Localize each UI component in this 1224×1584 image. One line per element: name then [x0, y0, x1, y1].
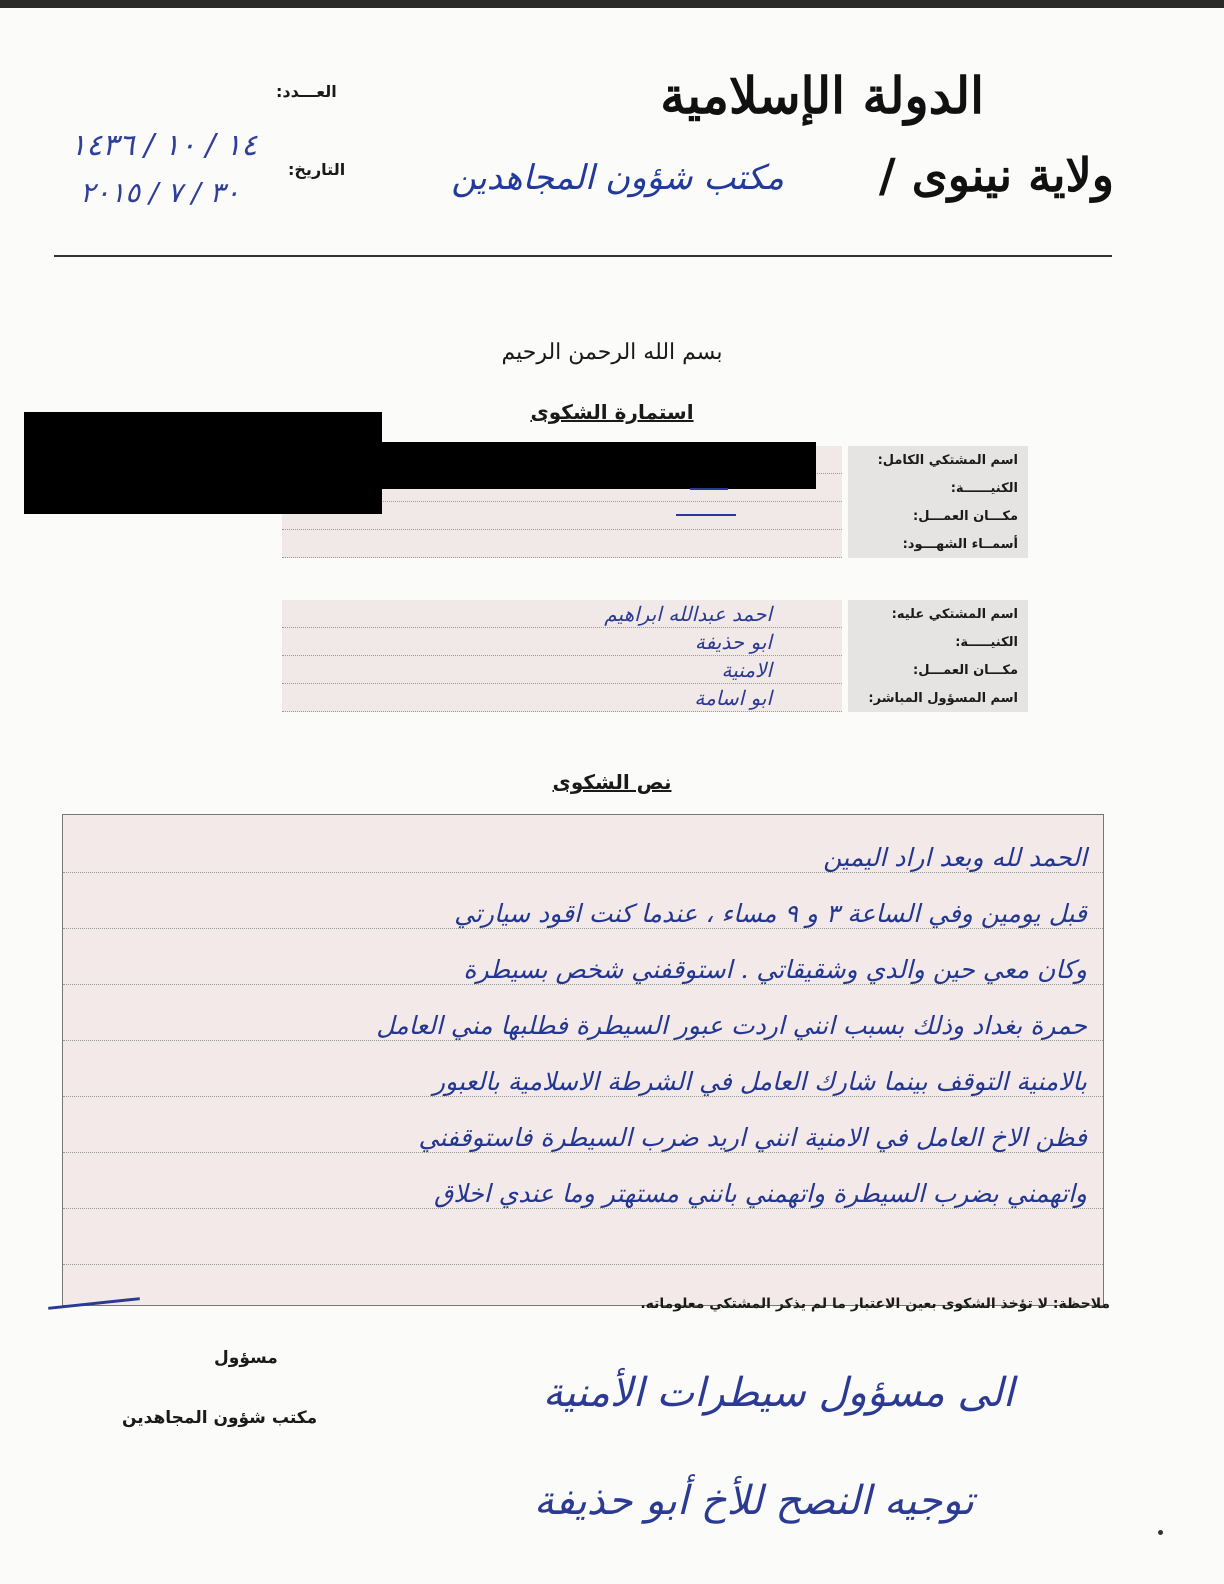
respondent-name-value: احمد عبدالله ابراهيم [282, 600, 842, 628]
complainant-witnesses-label: أسمــاء الشهـــود: [902, 536, 1018, 552]
complaint-line: وكان معي حين والدي وشقيقاتي . استوقفني شخص بسيطرة [63, 933, 1103, 985]
office-name: مكتب شؤون المجاهدين [122, 1408, 318, 1428]
redaction-block [24, 412, 382, 514]
basmala: بسم الله الرحمن الرحيم [501, 340, 723, 365]
office-handwritten: مكتب شؤون المجاهدين [451, 158, 784, 198]
state-title: الدولة الإسلامية [660, 66, 984, 125]
respondent-block [196, 600, 1028, 712]
scan-top-border [0, 0, 1224, 8]
official-title: مسؤول [214, 1348, 278, 1368]
number-label: العـــدد: [276, 82, 337, 101]
handwritten-referral-line: توجيه النصح للأخ أبو حذيفة [533, 1478, 974, 1524]
respondent-name-label: اسم المشتكي عليه: [891, 606, 1018, 622]
complaint-line: بالامنية التوقف بينما شارك العامل في الشرطة الاسلامية بالعبور [63, 1045, 1103, 1097]
respondent-workplace-value: الامنية [282, 656, 842, 684]
complaint-line-empty [63, 1213, 1103, 1265]
complaint-text-box [62, 814, 1104, 1306]
date-gregorian: ٣٠ / ٧ / ٢٠١٥ [80, 176, 240, 209]
date-hijri: ١٤ / ١٠ / ١٤٣٦ [70, 128, 258, 163]
respondent-workplace-label: مكـــان العمـــل: [913, 662, 1018, 678]
complaint-heading [0, 770, 1224, 794]
form-title-text: استمارة الشكوى [530, 400, 694, 424]
pen-stroke [676, 514, 736, 516]
complaint-heading-text: نص الشكوى [552, 770, 672, 794]
date-label: التاريخ: [288, 160, 346, 179]
form-note: ملاحظة: لا تؤخذ الشكوى بعين الاعتبار ما لم يذكر المشتكي معلوماته. [640, 1296, 1110, 1312]
complainant-labels [848, 446, 1028, 558]
complaint-line: واتهمني بضرب السيطرة واتهمني بانني مستهتر وما عندي اخلاق [63, 1157, 1103, 1209]
respondent-labels [848, 600, 1028, 712]
respondent-kunya-value: ابو حذيفة [282, 628, 842, 656]
handwritten-referral-line: الى مسؤول سيطرات الأمنية [542, 1370, 1014, 1416]
complaint-line: حمرة بغداد وذلك بسبب انني اردت عبور السيطرة فطلبها مني العامل [63, 989, 1103, 1041]
complainant-name-label: اسم المشتكي الكامل: [877, 452, 1018, 468]
respondent-kunya-label: الكنيـــــة: [955, 634, 1018, 650]
complainant-workplace-label: مكـــان العمـــل: [913, 508, 1018, 524]
province-name: ولاية نينوى / [878, 148, 1114, 202]
header-divider [54, 255, 1112, 257]
respondent-supervisor-label: اسم المسؤول المباشر: [868, 690, 1018, 706]
complaint-line: فظن الاخ العامل في الامنية انني اريد ضرب السيطرة فاستوقفني [63, 1101, 1103, 1153]
complainant-kunya-label: الكنيــــــة: [950, 480, 1018, 496]
respondent-values [282, 600, 842, 712]
redaction-block [362, 442, 816, 489]
complaint-line: الحمد لله وبعد اراد اليمين [63, 821, 1103, 873]
ink-dot [1158, 1530, 1163, 1535]
complaint-line: قبل يومين وفي الساعة ٣ و ٩ مساء ، عندما كنت اقود سيارتي [63, 877, 1103, 929]
respondent-supervisor-value: ابو اسامة [282, 684, 842, 712]
pen-stroke [690, 488, 728, 490]
complainant-witnesses-value [282, 530, 842, 558]
